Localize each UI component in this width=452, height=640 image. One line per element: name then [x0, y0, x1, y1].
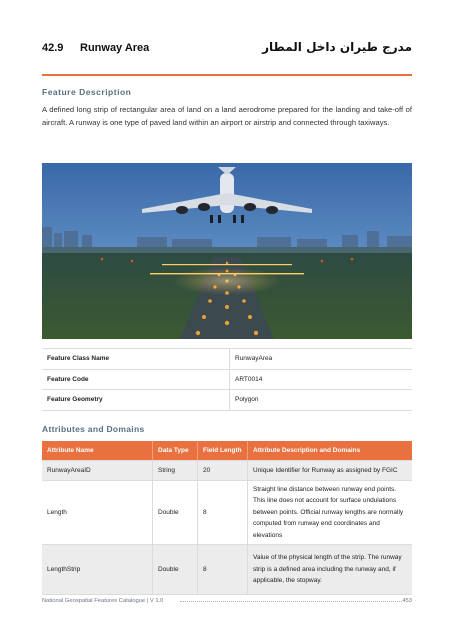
- attribute-name-cell: Length: [42, 481, 153, 544]
- description-text: Value of the physical length of the strip. The runway strip is a defined area including the runway and, if applicable, the stopway.: [253, 554, 402, 585]
- column-header-field-length: Field Length: [198, 441, 248, 460]
- feature-description-heading: Feature Description: [42, 87, 132, 97]
- table-row: [42, 349, 412, 370]
- attributes-heading: Attributes and Domains: [42, 424, 145, 434]
- field-length-cell: 8: [198, 481, 248, 544]
- data-type-cell: Double: [153, 481, 198, 544]
- table-row: [42, 481, 412, 545]
- page-number: 453: [402, 598, 412, 604]
- feature-geometry-label: Feature Geometry: [42, 390, 230, 410]
- table-row: [42, 370, 412, 391]
- section-arabic-title: مدرج طيران داخل المطار: [262, 40, 412, 54]
- description-text: Unique Identifier for Runway as assigned by FGIC: [253, 466, 398, 474]
- section-number: 42.9: [42, 42, 64, 54]
- data-type-cell: Double: [153, 545, 198, 594]
- feature-code-label: Feature Code: [42, 370, 230, 390]
- header-divider: [42, 74, 412, 76]
- table-row: [42, 390, 412, 411]
- footer-dotted-leader: [180, 601, 402, 602]
- runway-photo: [42, 163, 412, 339]
- feature-code-value: ART0014: [235, 375, 263, 383]
- page-footer: [42, 598, 412, 608]
- section-header: [42, 40, 412, 60]
- table-header-row: [42, 441, 412, 461]
- feature-class-name-label: Feature Class Name: [42, 349, 230, 369]
- attributes-table: [42, 441, 412, 595]
- table-row: [42, 545, 412, 595]
- attribute-name-cell: LengthStrip: [42, 545, 153, 594]
- field-length-cell: 8: [198, 545, 248, 594]
- attribute-name-cell: RunwayAreaID: [42, 461, 153, 480]
- feature-class-table: [42, 348, 412, 411]
- description-cell: [248, 481, 412, 544]
- table-row: [42, 461, 412, 481]
- section-title: Runway Area: [80, 42, 150, 54]
- feature-geometry-value: Polygon: [235, 396, 259, 404]
- feature-description-text: A defined long strip of rectangular area of land on a land aerodrome prepared for the landing and take-off of aircraft. A runway is one type of paved land within an airport or airstrip and connected through taxiways.: [42, 105, 412, 128]
- column-header-description: Attribute Description and Domains: [253, 447, 361, 454]
- feature-class-name-value: RunwayArea: [235, 355, 273, 363]
- airplane-landing-image: [42, 163, 412, 339]
- description-cell: [248, 545, 412, 594]
- description-cell: [248, 461, 412, 480]
- field-length-cell: 20: [198, 461, 248, 480]
- footer-catalogue-label: National Geospatial Features Catalogue | V 1.0: [42, 598, 164, 604]
- column-header-attribute-name: Attribute Name: [42, 441, 153, 460]
- column-header-data-type: Data Type: [153, 441, 198, 460]
- description-text: Straight line distance between runway end points. This line does not account for surface undulations between points. Official runway lengths are normally computed from runway end coordinates and elevations: [253, 485, 404, 539]
- data-type-cell: String: [153, 461, 198, 480]
